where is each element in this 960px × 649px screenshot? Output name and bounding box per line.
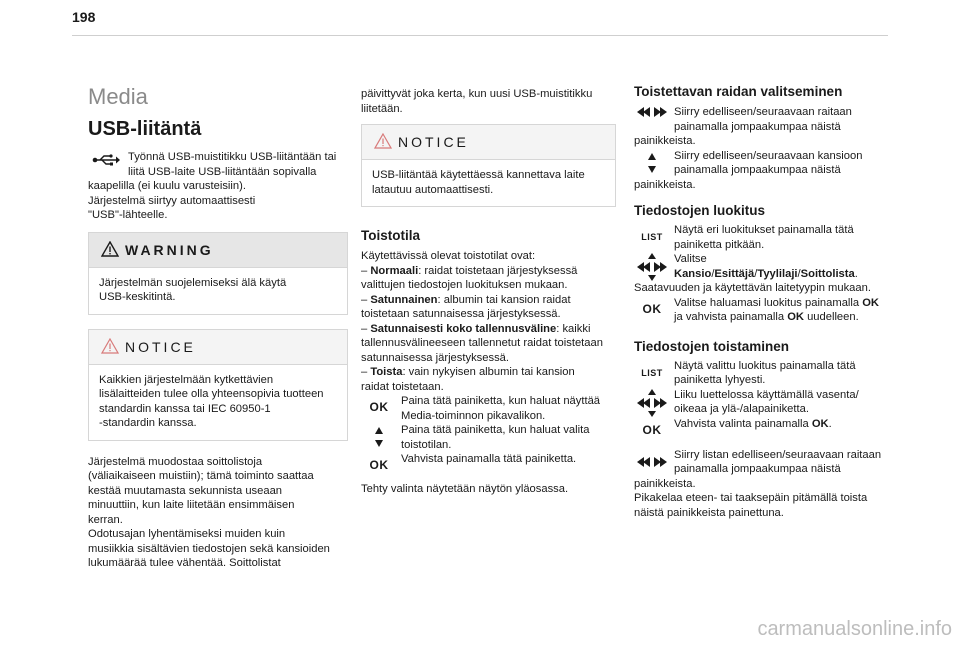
playmode-list [361,249,616,394]
warning-header [89,233,347,267]
notice-title-1: NOTICE [125,338,196,355]
para-line-4: minuuttiin, kun laite liitetään ensimmäisen [88,499,295,511]
up-down-arrows-icon [634,150,670,176]
updown-line-1: Paina tätä painiketta, kun haluat valita [401,424,590,436]
notice-title-2: NOTICE [398,134,469,150]
playmode-lead: Käytettävissä olevat toistotilat ovat: [361,250,536,262]
sort-row-1 [634,223,892,252]
para-line-5: kerran. [88,513,123,526]
para-line-6: Odotusajan lyhentämiseksi muiden kuin [88,528,286,540]
ok-button-icon: OK [642,301,662,316]
usb-cont [88,179,346,223]
notice-box-2 [361,124,616,207]
updown-line-2: toistotilan. [401,438,452,451]
col2-intro [361,87,616,116]
column-2 [361,87,616,497]
warning-line-1: Järjestelmän suojelemiseksi älä käytä [99,276,287,289]
track2-line-1: Siirry edelliseen/seuraavaan kansioon [674,149,863,162]
notice1-line-3: standardin kanssa tai IEC 60950-1 [99,402,271,415]
sort3-text: Valitse haluamasi luokitus painamalla [674,296,863,309]
mode-repeat [361,365,616,380]
mode-desc: : albumin tai kansion raidat [437,293,571,306]
slash: / [797,267,801,280]
sort2-line-2 [674,267,892,282]
period: . [828,417,832,430]
mode-desc-cont: toistetaan satunnaisessa järjestyksessä. [361,308,561,320]
play-row-2 [634,388,892,417]
sort3-text: ja vahvista painamalla [674,311,788,323]
notice-header-1 [89,330,347,364]
mode-desc-cont: satunnaisessa järjestyksessä. [361,351,509,364]
notice-body-2 [362,159,615,206]
warning-line-2: USB-keskitintä. [99,291,176,303]
ok-line-2: Media-toiminnon pikavalikon. [401,409,546,422]
ok-line-1: Paina tätä painiketta, kun haluat näyttää [401,395,601,407]
notice-box-1 [88,329,348,441]
sort3-line-2 [674,310,892,325]
sort-row-3 [634,296,892,325]
ok-row-2 [361,452,616,474]
warning-title: WARNING [125,241,214,258]
slash: / [754,267,758,280]
mode-normal [361,264,616,279]
sort1-line-2: painiketta pitkään. [674,238,765,251]
page-number: 198 [72,9,96,25]
notice2-line-1: USB-liitäntää käytettäessä kannettava laite [372,169,585,181]
usb-intro [88,150,346,179]
para-line-7: musiikkia sisältävien tiedostojen sekä kansioiden [88,542,330,555]
mode-random [361,293,616,308]
ok-word: OK [862,296,879,309]
play4-cont-2: Pikakelaa eteen- tai taaksepäin pitämällä toista [634,492,868,504]
ok-row-1 [361,394,616,423]
mode-desc-cont: raidat toistetaan. [361,380,444,393]
four-way-arrows-icon [634,389,670,417]
ok-button-icon: OK [369,458,389,472]
notice2-line-2: latautuu automaattisesti. [372,183,494,196]
sort-heading: Tiedostojen luokitus [634,203,766,218]
track1-line-1: Siirry edelliseen/seuraavaan raitaan [674,106,852,118]
usb-line-2: liitä USB-laite USB-liitäntään sopivalla [128,165,317,178]
slash: / [711,267,715,280]
play1-line-1: Näytä valittu luokitus painamalla tätä [674,359,856,372]
period: . [854,267,858,280]
mode-label: Satunnaisesti koko tallennusväline [370,322,557,335]
sort3-line-1 [674,296,892,311]
list-button-icon: LIST [641,367,663,378]
ok-word: OK [787,311,804,323]
track1-cont: painikkeista. [634,135,696,147]
sort2-cont: Saatavuuden ja käytettävän laitetyypin mukaan. [634,282,871,294]
play-heading: Tiedostojen toistaminen [634,338,790,354]
para-line-1: Järjestelmä muodostaa soittolistoja [88,455,263,468]
notice1-line-4: -standardin kanssa. [99,417,197,429]
mode-label: Toista [370,366,403,378]
track2-cont: painikkeista. [634,178,696,191]
dash: – [361,264,368,277]
ok2-line-1: Vahvista painamalla tätä painiketta. [401,453,577,465]
mode-desc-cont: valittujen tiedostojen luokituksen mukaan. [361,279,568,291]
notice1-line-2: lisälaitteiden tulee olla yhteensopivia tuotteen [99,388,324,400]
cat-artist: Esittäjä [714,267,755,280]
dash: – [361,293,368,306]
play3-line-1 [674,417,892,432]
track-row-1 [634,105,892,134]
play-row-1 [634,359,892,388]
ok-word: OK [811,417,829,430]
list-button-icon: LIST [641,232,663,242]
mode-desc: : kaikki [556,322,591,335]
section-title: Media [88,84,148,109]
play4-line-1: Siirry listan edelliseen/seuraavaan raitaan [674,448,882,461]
play2-line-1: Liiku luettelossa käyttämällä vasenta/ [674,388,859,401]
cat-folder: Kansio [674,267,712,280]
prev-next-icon [634,107,670,117]
dash: – [361,322,368,335]
col2-intro-2: liitetään. [361,102,403,115]
playlist-paragraph [88,455,346,571]
selection-footer: Tehty valinta näytetään näytön yläosassa. [361,483,569,495]
usb-cont-3: "USB"-lähteelle. [88,209,168,221]
up-down-arrows-icon [361,424,397,450]
four-way-arrows-icon [634,253,670,281]
play4-cont-1: painikkeista. [634,477,696,490]
notice-triangle-icon [101,338,119,354]
usb-cont-2: Järjestelmä siirtyy automaattisesti [88,194,256,207]
play4-line-2: painamalla jompaakumpaa näistä [674,463,841,475]
mode-desc-cont: tallennusvälineeseen tallennetut raidat toistetaan [361,337,603,349]
warning-box [88,232,348,315]
cat-playlist: Soittolista [800,267,855,280]
column-3 [634,84,892,520]
sort-row-2 [634,252,892,281]
play-row-4 [634,448,892,477]
para-line-2: (väliaikaiseen muistiin); tämä toiminto saattaa [88,470,314,482]
usb-icon [88,154,124,166]
notice-body-1 [89,364,347,440]
play2-line-2: oikeaa ja ylä-/alapainiketta. [674,403,809,415]
updown-row [361,423,616,452]
playmode-heading: Toistotila [361,228,420,243]
mode-desc: : vain nykyisen albumin tai kansion [402,366,575,378]
warning-triangle-icon [101,241,119,257]
notice-triangle-icon [374,133,392,149]
top-divider [72,35,888,36]
mode-random-all [361,322,616,337]
prev-next-icon [634,457,670,467]
sort1-line-1: Näytä eri luokitukset painamalla tätä [674,224,854,236]
mode-label: Satunnainen [370,293,438,306]
watermark: carmanualsonline.info [757,618,952,640]
dash: – [361,366,368,378]
play1-line-2: painiketta lyhyesti. [674,374,766,386]
track2-line-2: painamalla jompaakumpaa näistä [674,164,841,176]
play4-cont-3: näistä painikkeista painettuna. [634,506,784,519]
notice-header-2 [362,125,615,159]
usb-heading: USB-liitäntä [88,118,202,140]
sort3-text: uudelleen. [803,311,859,323]
notice1-line-1: Kaikkien järjestelmään kytkettävien [99,373,274,386]
cat-genre: Tyylilaji [757,267,798,280]
play-row-3 [634,417,892,439]
col2-intro-1: päivittyvät joka kerta, kun uusi USB-muistitikku [361,88,593,100]
mode-desc: : raidat toistetaan järjestyksessä [418,264,578,277]
ok-button-icon: OK [642,422,662,437]
para-line-3: kestää muutamasta sekunnista useaan [88,484,283,497]
para-line-8: lukumäärää tulee vähentää. Soittolistat [88,557,281,569]
usb-line-1: Työnnä USB-muistitikku USB-liitäntään tai [128,151,337,163]
track-row-2 [634,149,892,178]
track1-line-2: painamalla jompaakumpaa näistä [674,120,841,133]
usb-cont-1: kaapelilla (ei kuulu varusteisiin). [88,180,246,192]
column-1 [88,118,346,571]
mode-label: Normaali [370,264,419,277]
track-heading: Toistettavan raidan valitseminen [634,84,843,99]
play4-cont [634,477,892,521]
ok-button-icon: OK [369,400,389,414]
warning-body [89,267,347,314]
sort2-line-1: Valitse [674,253,707,265]
play3-text: Vahvista valinta painamalla [674,417,812,430]
